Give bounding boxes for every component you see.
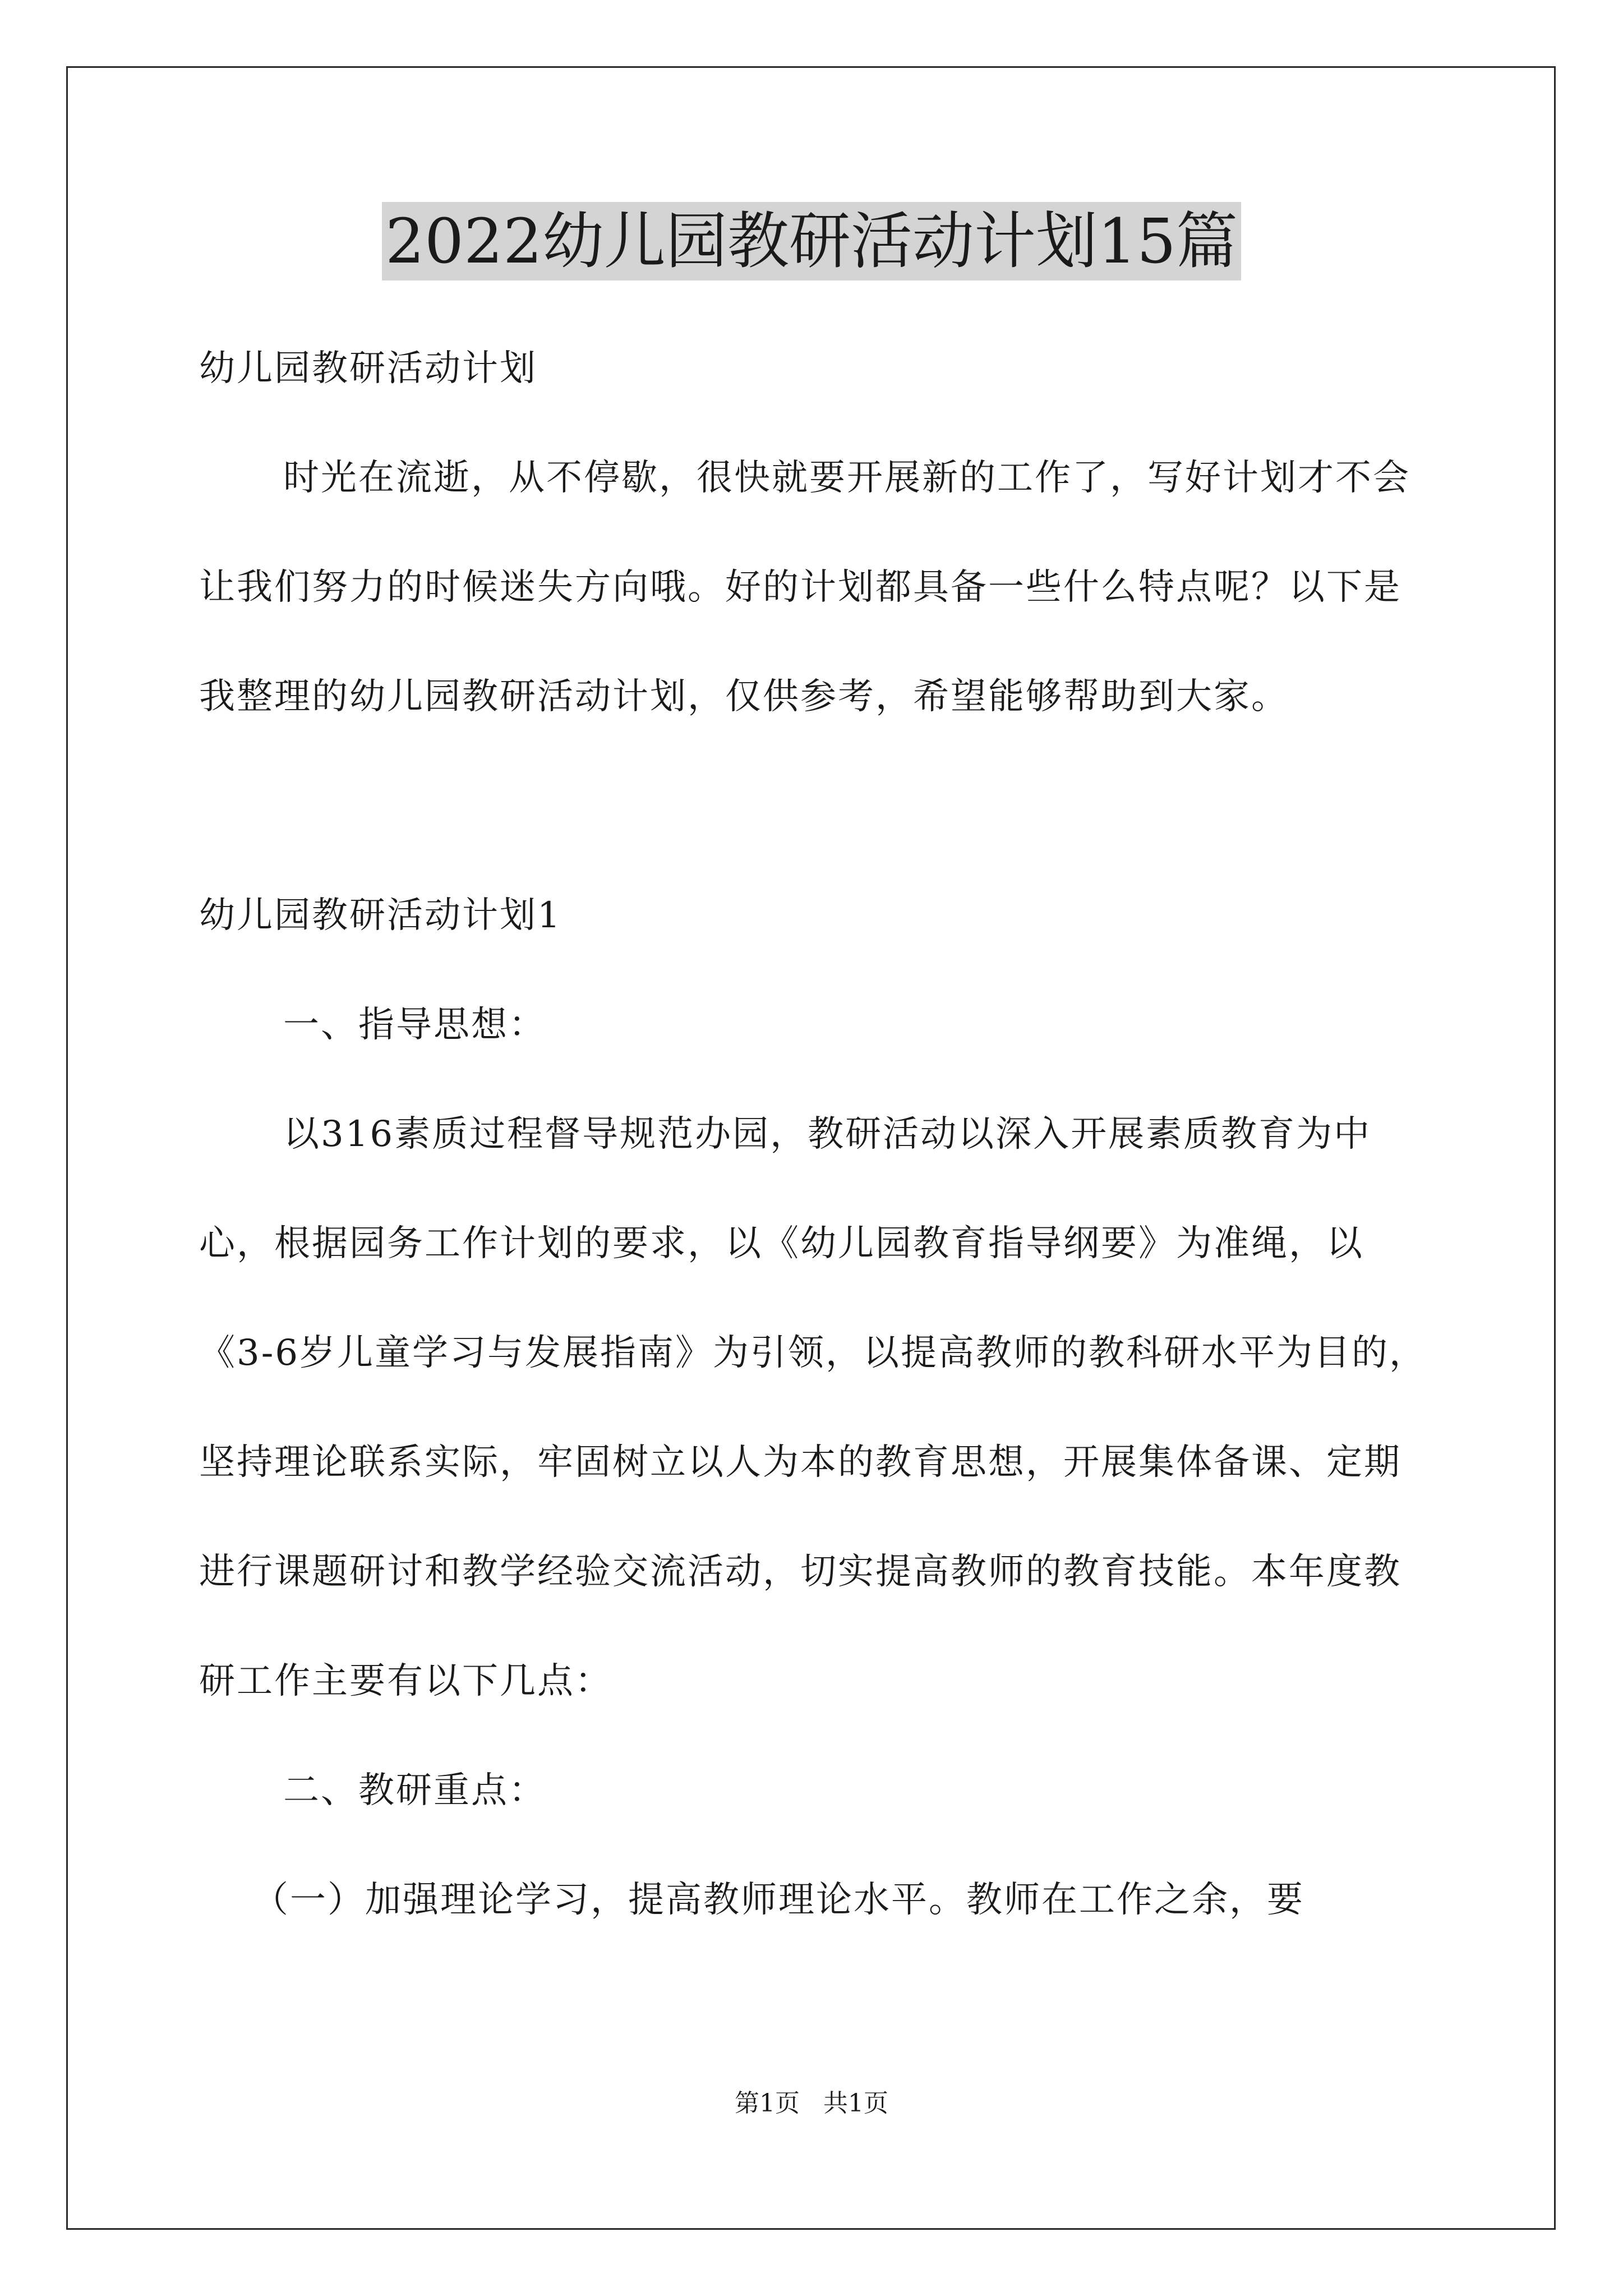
heading-guiding-ideology: 一、指导思想： [283,1004,546,1046]
document-title [0,202,1623,280]
intro-paragraph: 时光在流逝，从不停歇，很快就要开展新的工作了，写好计划才不会让我们努力的时候迷失方向哦。好的计划都具备一些什么特点呢？以下是我整理的幼儿园教研活动计划，仅供参考，希望能够帮助到大家。 [199,457,1410,717]
document-body [199,314,1433,1955]
paragraph-guiding-ideology: 以316素质过程督导规范办园，教研活动以深入开展素质教育为中心，根据园务工作计划的要求，以《幼儿园教育指导纲要》为准绳，以《3-6岁儿童学习与发展指南》为引领，以提高教师的教科研水平为目的，坚持理论联系实际，牢固树立以人为本的教育思想，开展集体备课、定期进行课题研讨和教学经验交流活动，切实提高教师的教育技能。本年度教研工作主要有以下几点： [199,1114,1427,1702]
paragraph-research-focus: （一）加强理论学习，提高教师理论水平。教师在工作之余，要 [252,1879,1304,1921]
title-text: 2022幼儿园教研活动计划15篇 [382,202,1241,280]
page-footer: 第1页 共1页 [735,2089,888,2118]
subtitle: 幼儿园教研活动计划 [199,348,537,389]
section-heading: 幼儿园教研活动计划1 [199,895,562,936]
heading-research-focus: 二、教研重点： [283,1770,546,1811]
spacer [199,752,1433,861]
